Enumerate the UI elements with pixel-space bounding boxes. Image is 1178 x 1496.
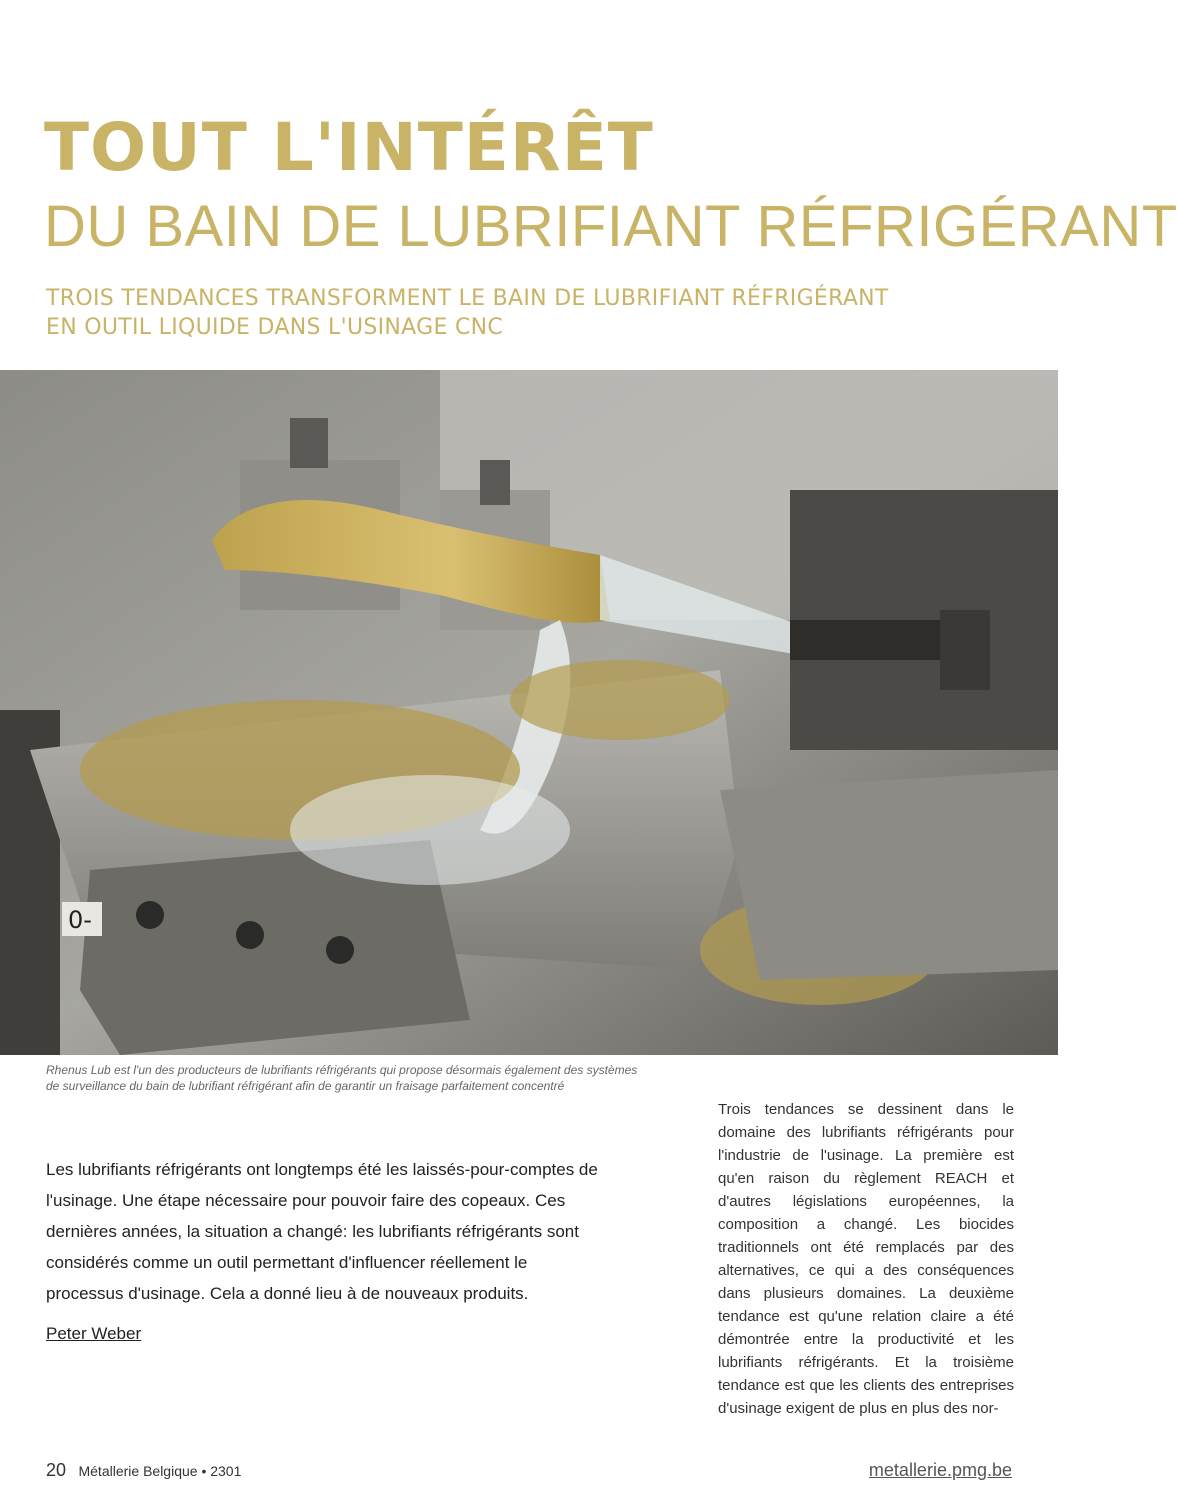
tool-holder xyxy=(790,620,950,660)
footer-left xyxy=(46,1460,241,1481)
vise-label: 0- xyxy=(68,906,92,934)
article-title-sub: DU BAIN DE LUBRIFIANT RÉFRIGÉRANT xyxy=(44,194,1178,259)
clamp-bolt-right xyxy=(480,460,510,505)
bolt-hole-1 xyxy=(136,901,164,929)
author-link[interactable]: Peter Weber xyxy=(46,1324,142,1343)
machine-bed-right xyxy=(720,770,1058,980)
clamp-bolt-left xyxy=(290,418,328,468)
photo-caption xyxy=(46,1062,686,1094)
publication-name: Métallerie Belgique • 2301 xyxy=(78,1463,242,1479)
website-link[interactable]: metallerie.pmg.be xyxy=(868,1460,1012,1480)
coolant-pool xyxy=(290,775,570,885)
lead-line-1: TROIS TENDANCES TRANSFORMENT LE BAIN DE LUBRIFIANT RÉFRIGÉRANT xyxy=(46,286,889,311)
brass-chips-right xyxy=(510,660,730,740)
bolt-hole-3 xyxy=(326,936,354,964)
caption-line-1: Rhenus Lub est l'un des producteurs de lubrifiants réfrigérants qui propose désormais également des systèmes xyxy=(46,1063,638,1077)
cnc-machining-photo xyxy=(0,370,1058,1055)
article-lead xyxy=(46,284,889,342)
page-number: 20 xyxy=(46,1460,67,1480)
bolt-hole-2 xyxy=(236,921,264,949)
photo-illustration xyxy=(0,370,1058,1055)
caption-line-2: de surveillance du bain de lubrifiant réfrigérant afin de garantir un fraisage parfaitement concentré xyxy=(46,1079,565,1093)
article-title-main: TOUT L'INTÉRÊT xyxy=(44,109,654,186)
article-body: Trois tendances se dessinent dans le domaine des lubrifiants réfrigérants pour l'industrie de l'usinage. La première est qu'en raison du règlement REACH et d'autres législations européennes, la composition a changé. Les biocides traditionnels ont été remplacés par des alternatives, ce qui a des conséquences dans plusieurs domaines. La deuxième tendance est qu'une relation claire a été démontrée entre la productivité et les lubrifiants réfrigérants. Et la troisième tendance est que les clients des entreprises d'usinage exigent de plus en plus des nor- xyxy=(718,1101,1014,1417)
article-intro: Les lubrifiants réfrigérants ont longtemps été les laissés-pour-comptes de l'usinage. Une étape nécessaire pour pouvoir faire des copeaux. Ces dernières années, la situation a changé: les lubrifiants réfrigérants sont considérés comme un outil permettant d'influencer réellement le processus d'usinage. Cela a donné lieu à de nouveaux produits. xyxy=(46,1160,598,1303)
spindle-nose xyxy=(940,610,990,690)
lead-line-2: EN OUTIL LIQUIDE DANS L'USINAGE CNC xyxy=(46,315,504,340)
